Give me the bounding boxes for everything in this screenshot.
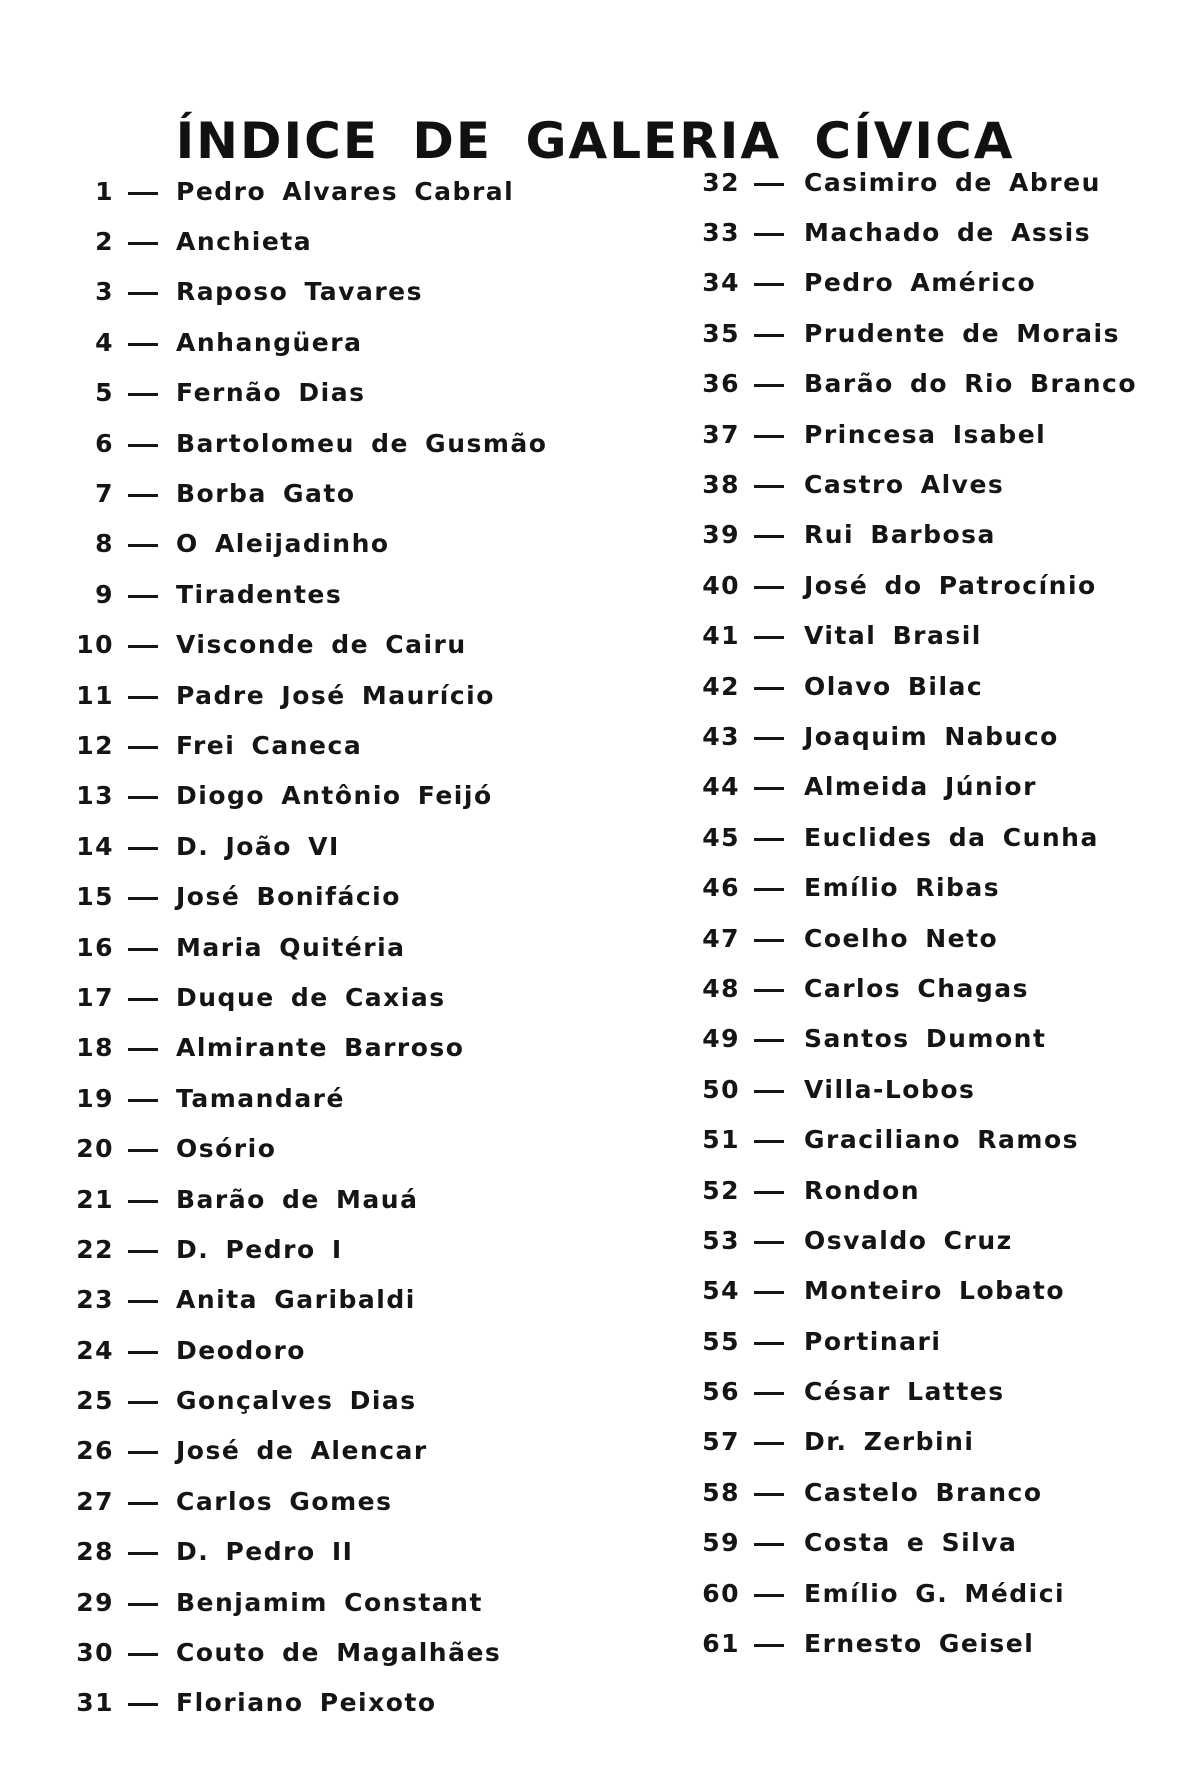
- entry-name: Osvaldo Cruz: [804, 1225, 1013, 1255]
- entry-name: Vital Brasil: [804, 621, 982, 651]
- index-entry: [700, 1417, 1180, 1467]
- dash-separator: [128, 343, 158, 346]
- entry-number: 47: [702, 923, 740, 953]
- index-entry: [700, 1114, 1180, 1164]
- entry-number: 60: [702, 1578, 740, 1608]
- dash-separator: [754, 1241, 784, 1244]
- entry-number: 57: [702, 1427, 740, 1457]
- index-entry: [70, 418, 570, 468]
- dash-separator: [754, 384, 784, 387]
- dash-separator: [128, 1401, 158, 1404]
- entry-number: 9: [95, 579, 114, 609]
- entry-name: Olavo Bilac: [804, 671, 984, 701]
- entry-name: D. Pedro I: [176, 1234, 343, 1264]
- entry-name: Castro Alves: [804, 470, 1005, 500]
- entry-name: José do Patrocínio: [804, 570, 1097, 600]
- entry-name: Bartolomeu de Gusmão: [176, 428, 548, 458]
- entry-name: José de Alencar: [176, 1436, 428, 1466]
- entry-name: Gonçalves Dias: [176, 1386, 417, 1416]
- entry-number: 42: [702, 671, 740, 701]
- entry-number: 14: [76, 831, 114, 861]
- entry-name: Floriano Peixoto: [176, 1688, 437, 1718]
- dash-separator: [754, 1090, 784, 1093]
- dash-separator: [754, 636, 784, 639]
- dash-separator: [128, 1351, 158, 1354]
- entry-number: 41: [702, 621, 740, 651]
- entry-number: 29: [76, 1587, 114, 1617]
- dash-separator: [754, 1594, 784, 1597]
- index-entry: [70, 1627, 570, 1677]
- entry-number: 59: [702, 1528, 740, 1558]
- entry-number: 10: [76, 630, 114, 660]
- dash-separator: [754, 989, 784, 992]
- index-entry: [700, 1366, 1180, 1416]
- entry-number: 20: [76, 1134, 114, 1164]
- entry-name: Princesa Isabel: [804, 419, 1047, 449]
- entry-name: Coelho Neto: [804, 923, 999, 953]
- dash-separator: [754, 888, 784, 891]
- dash-separator: [754, 1644, 784, 1647]
- entry-name: José Bonifácio: [176, 882, 401, 912]
- entry-name: Villa-Lobos: [804, 1074, 976, 1104]
- index-entry: [70, 1023, 570, 1073]
- entry-number: 46: [702, 873, 740, 903]
- index-entry: [70, 1325, 570, 1375]
- dash-separator: [754, 1543, 784, 1546]
- entry-number: 21: [76, 1184, 114, 1214]
- dash-separator: [128, 494, 158, 497]
- dash-separator: [128, 1552, 158, 1555]
- entry-number: 2: [95, 227, 114, 257]
- index-entry: [70, 821, 570, 871]
- dash-separator: [128, 242, 158, 245]
- entry-name: Dr. Zerbini: [804, 1427, 975, 1457]
- dash-separator: [754, 1342, 784, 1345]
- entry-number: 43: [702, 721, 740, 751]
- entry-name: Tiradentes: [176, 579, 343, 609]
- entry-number: 30: [76, 1638, 114, 1668]
- entry-number: 56: [702, 1377, 740, 1407]
- index-entry: [70, 1174, 570, 1224]
- index-entry: [70, 1224, 570, 1274]
- dash-separator: [128, 746, 158, 749]
- dash-separator: [754, 1392, 784, 1395]
- entry-name: Graciliano Ramos: [804, 1125, 1080, 1155]
- index-entry: [70, 468, 570, 518]
- entry-number: 61: [702, 1629, 740, 1659]
- entry-name: O Aleijadinho: [176, 529, 390, 559]
- index-entry: [700, 1064, 1180, 1114]
- entry-number: 3: [95, 277, 114, 307]
- entry-number: 23: [76, 1285, 114, 1315]
- entry-name: Anhangüera: [176, 327, 363, 357]
- entry-name: Ernesto Geisel: [804, 1629, 1035, 1659]
- index-entry: [70, 166, 570, 216]
- entry-number: 26: [76, 1436, 114, 1466]
- entry-number: 12: [76, 730, 114, 760]
- index-entry: [700, 1618, 1180, 1668]
- entry-number: 18: [76, 1033, 114, 1063]
- dash-separator: [754, 586, 784, 589]
- dash-separator: [128, 1653, 158, 1656]
- entry-name: Diogo Antônio Feijó: [176, 781, 493, 811]
- index-entry: [700, 862, 1180, 912]
- entry-name: Anchieta: [176, 227, 313, 257]
- index-entry: [70, 1577, 570, 1627]
- index-entry: [70, 871, 570, 921]
- dash-separator: [128, 192, 158, 195]
- index-entry: [70, 972, 570, 1022]
- entry-name: Borba Gato: [176, 479, 356, 509]
- entry-number: 22: [76, 1234, 114, 1264]
- entry-number: 51: [702, 1125, 740, 1155]
- entry-name: Padre José Maurício: [176, 680, 495, 710]
- index-entry: [70, 1678, 570, 1728]
- entry-number: 50: [702, 1074, 740, 1104]
- dash-separator: [128, 1200, 158, 1203]
- entry-name: Casimiro de Abreu: [804, 167, 1101, 197]
- index-entry: [70, 317, 570, 367]
- entry-number: 37: [702, 419, 740, 449]
- index-entry: [700, 1467, 1180, 1517]
- index-entry: [700, 1568, 1180, 1618]
- entry-name: Castelo Branco: [804, 1477, 1043, 1507]
- index-entry: [70, 1476, 570, 1526]
- dash-separator: [754, 233, 784, 236]
- dash-separator: [754, 939, 784, 942]
- index-entry: [70, 216, 570, 266]
- index-entry: [700, 258, 1180, 308]
- entry-number: 58: [702, 1477, 740, 1507]
- entry-name: Pedro Alvares Cabral: [176, 176, 515, 206]
- entry-number: 54: [702, 1276, 740, 1306]
- entry-name: Prudente de Morais: [804, 318, 1120, 348]
- entry-number: 7: [95, 479, 114, 509]
- index-entry: [700, 359, 1180, 409]
- dash-separator: [128, 847, 158, 850]
- index-entry: [700, 812, 1180, 862]
- index-entry: [700, 459, 1180, 509]
- entry-number: 1: [95, 176, 114, 206]
- dash-separator: [128, 595, 158, 598]
- dash-separator: [128, 998, 158, 1001]
- dash-separator: [128, 1703, 158, 1706]
- index-entry: [70, 1275, 570, 1325]
- entry-name: D. Pedro II: [176, 1537, 354, 1567]
- dash-separator: [128, 1603, 158, 1606]
- entry-name: Costa e Silva: [804, 1528, 1018, 1558]
- dash-separator: [754, 485, 784, 488]
- entry-number: 45: [702, 822, 740, 852]
- entry-name: César Lattes: [804, 1377, 1005, 1407]
- dash-separator: [128, 897, 158, 900]
- entry-name: Machado de Assis: [804, 218, 1092, 248]
- dash-separator: [128, 1502, 158, 1505]
- dash-separator: [128, 393, 158, 396]
- index-entry: [700, 1014, 1180, 1064]
- dash-separator: [128, 696, 158, 699]
- entry-number: 44: [702, 772, 740, 802]
- index-entry: [700, 711, 1180, 761]
- entry-name: Raposo Tavares: [176, 277, 423, 307]
- entry-number: 48: [702, 973, 740, 1003]
- index-entry: [70, 1527, 570, 1577]
- page-title: ÍNDICE DE GALERIA CÍVICA: [175, 111, 1015, 170]
- entry-name: Barão do Rio Branco: [804, 369, 1138, 399]
- index-entry: [700, 913, 1180, 963]
- entry-number: 55: [702, 1326, 740, 1356]
- entry-number: 40: [702, 570, 740, 600]
- entry-number: 35: [702, 318, 740, 348]
- index-entry: [700, 409, 1180, 459]
- dash-separator: [128, 1451, 158, 1454]
- index-entry: [70, 1073, 570, 1123]
- index-entry: [70, 720, 570, 770]
- entry-number: 32: [702, 167, 740, 197]
- entry-name: Almeida Júnior: [804, 772, 1037, 802]
- entry-number: 28: [76, 1537, 114, 1567]
- entry-name: Osório: [176, 1134, 277, 1164]
- entry-name: Tamandaré: [176, 1083, 345, 1113]
- dash-separator: [754, 838, 784, 841]
- dash-separator: [754, 1191, 784, 1194]
- entry-name: Couto de Magalhães: [176, 1638, 502, 1668]
- entry-name: Emílio G. Médici: [804, 1578, 1066, 1608]
- dash-separator: [128, 444, 158, 447]
- dash-separator: [128, 645, 158, 648]
- entry-name: Duque de Caxias: [176, 982, 446, 1012]
- dash-separator: [754, 687, 784, 690]
- entry-number: 11: [76, 680, 114, 710]
- index-entry: [70, 922, 570, 972]
- entry-number: 16: [76, 932, 114, 962]
- entry-number: 8: [95, 529, 114, 559]
- entry-number: 17: [76, 982, 114, 1012]
- entry-name: Pedro Américo: [804, 268, 1037, 298]
- index-entry: [700, 661, 1180, 711]
- entry-name: Euclides da Cunha: [804, 822, 1099, 852]
- index-entry: [70, 771, 570, 821]
- dash-separator: [754, 1039, 784, 1042]
- index-entry: [70, 1123, 570, 1173]
- entry-name: Visconde de Cairu: [176, 630, 467, 660]
- entry-name: Almirante Barroso: [176, 1033, 465, 1063]
- index-entry: [70, 267, 570, 317]
- index-entry: [700, 1316, 1180, 1366]
- entry-number: 53: [702, 1225, 740, 1255]
- entry-number: 39: [702, 520, 740, 550]
- entry-name: Portinari: [804, 1326, 942, 1356]
- index-entry: [700, 1215, 1180, 1265]
- entry-number: 13: [76, 781, 114, 811]
- entry-name: Rondon: [804, 1175, 921, 1205]
- dash-separator: [754, 535, 784, 538]
- entry-name: Monteiro Lobato: [804, 1276, 1066, 1306]
- entry-name: Santos Dumont: [804, 1024, 1047, 1054]
- index-entry: [70, 368, 570, 418]
- entry-name: Fernão Dias: [176, 378, 366, 408]
- entry-name: Frei Caneca: [176, 730, 363, 760]
- index-entry: [70, 670, 570, 720]
- entry-number: 31: [76, 1688, 114, 1718]
- dash-separator: [128, 1099, 158, 1102]
- dash-separator: [128, 544, 158, 547]
- entry-number: 24: [76, 1335, 114, 1365]
- entry-number: 19: [76, 1083, 114, 1113]
- index-entry: [70, 1426, 570, 1476]
- dash-separator: [128, 1048, 158, 1051]
- index-entry: [70, 620, 570, 670]
- dash-separator: [754, 1291, 784, 1294]
- entry-name: Anita Garibaldi: [176, 1285, 416, 1315]
- index-entry: [700, 611, 1180, 661]
- dash-separator: [128, 1300, 158, 1303]
- index-entry: [700, 207, 1180, 257]
- entry-number: 27: [76, 1486, 114, 1516]
- dash-separator: [754, 1442, 784, 1445]
- index-list-right: [700, 157, 1180, 1669]
- entry-name: Barão de Mauá: [176, 1184, 419, 1214]
- entry-number: 4: [95, 327, 114, 357]
- entry-name: Rui Barbosa: [804, 520, 996, 550]
- dash-separator: [128, 1149, 158, 1152]
- index-entry: [700, 1266, 1180, 1316]
- index-entry: [700, 510, 1180, 560]
- dash-separator: [754, 334, 784, 337]
- index-entry: [700, 1165, 1180, 1215]
- dash-separator: [754, 183, 784, 186]
- dash-separator: [754, 737, 784, 740]
- index-entry: [700, 762, 1180, 812]
- entry-name: Carlos Gomes: [176, 1486, 393, 1516]
- index-entry: [700, 560, 1180, 610]
- entry-number: 49: [702, 1024, 740, 1054]
- index-entry: [700, 963, 1180, 1013]
- entry-number: 33: [702, 218, 740, 248]
- entry-name: Joaquim Nabuco: [804, 721, 1059, 751]
- entry-number: 5: [95, 378, 114, 408]
- entry-number: 34: [702, 268, 740, 298]
- dash-separator: [754, 1140, 784, 1143]
- dash-separator: [754, 435, 784, 438]
- dash-separator: [128, 292, 158, 295]
- dash-separator: [754, 1493, 784, 1496]
- entry-name: Maria Quitéria: [176, 932, 406, 962]
- entry-name: Emílio Ribas: [804, 873, 1001, 903]
- index-entry: [700, 308, 1180, 358]
- entry-name: Benjamim Constant: [176, 1587, 483, 1617]
- dash-separator: [128, 796, 158, 799]
- dash-separator: [128, 948, 158, 951]
- entry-name: Deodoro: [176, 1335, 306, 1365]
- index-entry: [70, 569, 570, 619]
- index-list-left: [70, 166, 570, 1728]
- index-entry: [70, 519, 570, 569]
- dash-separator: [754, 787, 784, 790]
- entry-number: 52: [702, 1175, 740, 1205]
- dash-separator: [754, 283, 784, 286]
- dash-separator: [128, 1250, 158, 1253]
- entry-name: D. João VI: [176, 831, 340, 861]
- entry-number: 36: [702, 369, 740, 399]
- entry-number: 15: [76, 882, 114, 912]
- entry-name: Carlos Chagas: [804, 973, 1030, 1003]
- index-entry: [70, 1375, 570, 1425]
- entry-number: 25: [76, 1386, 114, 1416]
- index-entry: [700, 157, 1180, 207]
- index-entry: [700, 1518, 1180, 1568]
- entry-number: 6: [95, 428, 114, 458]
- entry-number: 38: [702, 470, 740, 500]
